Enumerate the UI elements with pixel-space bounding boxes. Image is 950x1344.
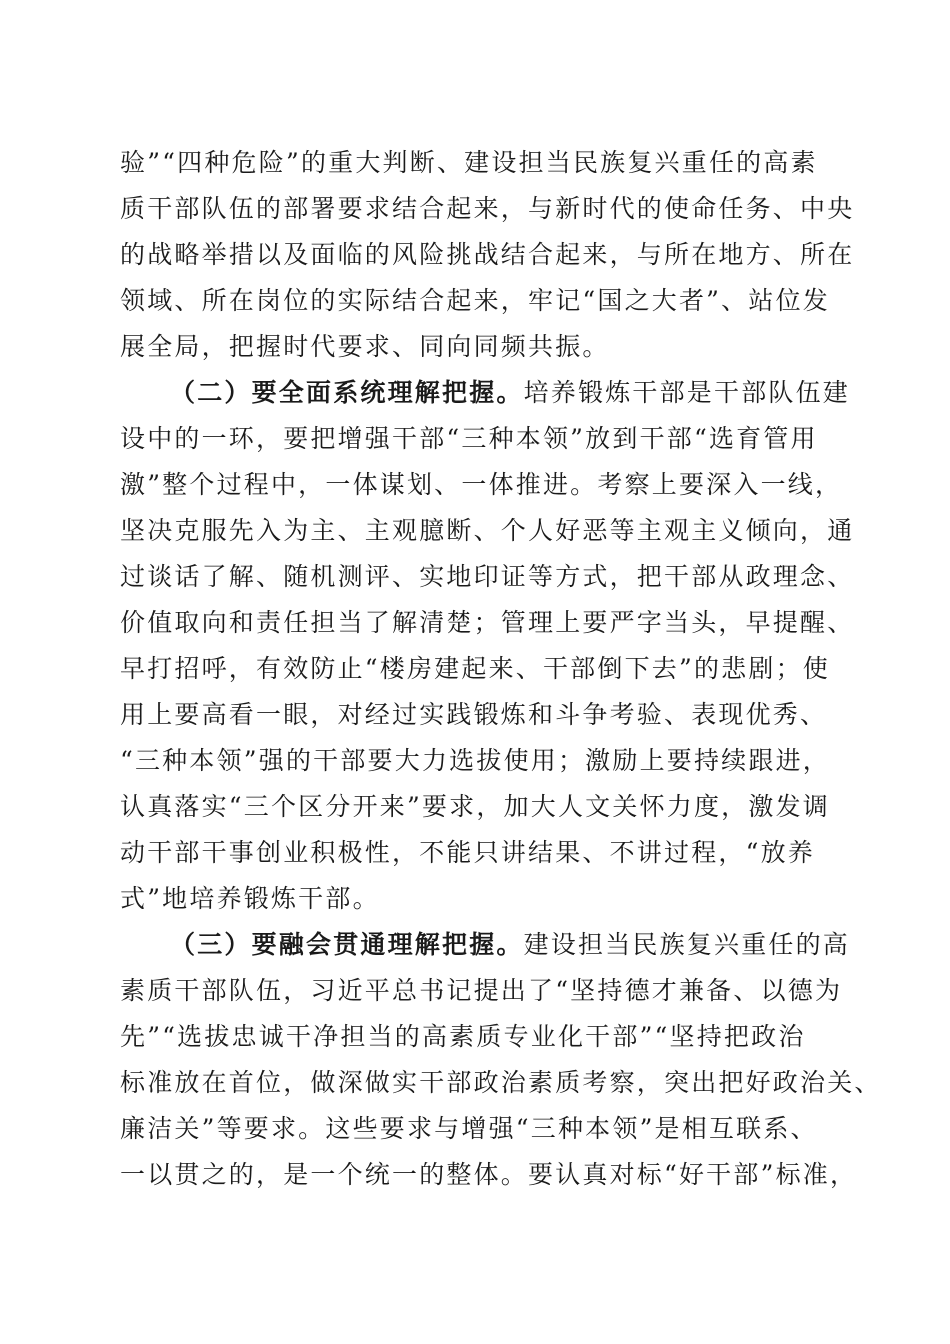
- paragraph-first-line: [120, 922, 851, 968]
- text-line: 验”“四种危险”的重大判断、建设担当民族复兴重任的高素: [120, 148, 818, 177]
- text-line: 展全局，把握时代要求、同向同频共振。: [120, 332, 610, 361]
- paragraph-2: [120, 370, 855, 922]
- text-line: 早打招呼，有效防止“楼房建起来、干部倒下去”的悲剧；使: [120, 654, 830, 683]
- document-body: [120, 140, 882, 1198]
- text-line: 式”地培养锻炼干部。: [120, 884, 380, 913]
- text-line: 过谈话了解、随机测评、实地印证等方式，把干部从政理念、: [120, 562, 855, 591]
- paragraph-first-line: [120, 370, 851, 416]
- text-line: 质干部队伍的部署要求结合起来，与新时代的使命任务、中央: [120, 194, 855, 223]
- text-line: 素质干部队伍，习近平总书记提出了“坚持德才兼备、以德为: [120, 976, 843, 1005]
- text-line: 动干部干事创业积极性，不能只讲结果、不讲过程，“放养: [120, 838, 815, 867]
- text-line: “三种本领”强的干部要大力选拔使用；激励上要持续跟进，: [120, 746, 830, 775]
- text-line: 标准放在首位，做深做实干部政治素质考察，突出把好政治关、: [120, 1068, 882, 1097]
- text-line: 价值取向和责任担当了解清楚；管理上要严字当头，早提醒、: [120, 608, 855, 637]
- text-line: 激”整个过程中，一体谋划、一体推进。考察上要深入一线，: [120, 470, 843, 499]
- paragraph-3: [120, 922, 882, 1198]
- text-line: 用上要高看一眼，对经过实践锻炼和斗争考验、表现优秀、: [120, 700, 828, 729]
- text-run: 培养锻炼干部是干部队伍建: [523, 378, 851, 407]
- text-line: 一以贯之的，是一个统一的整体。要认真对标“好干部”标准，: [120, 1160, 858, 1189]
- text-line: 的战略举措以及面临的风险挑战结合起来，与所在地方、所在: [120, 240, 855, 269]
- text-line: 领域、所在岗位的实际结合起来，牢记“国之大者”、站位发: [120, 286, 830, 315]
- section-heading: （三）要融会贯通理解把握。: [170, 930, 524, 959]
- section-heading: （二）要全面系统理解把握。: [170, 378, 524, 407]
- text-line: 认真落实“三个区分开来”要求，加大人文关怀力度，激发调: [120, 792, 830, 821]
- text-line: 先”“选拔忠诚干净担当的高素质专业化干部”“坚持把政治: [120, 1022, 806, 1051]
- text-line: 设中的一环，要把增强干部“三种本领”放到干部“选育管用: [120, 424, 818, 453]
- paragraph-1: [120, 140, 855, 370]
- text-line: 坚决克服先入为主、主观臆断、个人好恶等主观主义倾向，通: [120, 516, 855, 545]
- text-line: 廉洁关”等要求。这些要求与增强“三种本领”是相互联系、: [120, 1114, 818, 1143]
- text-run: 建设担当民族复兴重任的高: [523, 930, 851, 959]
